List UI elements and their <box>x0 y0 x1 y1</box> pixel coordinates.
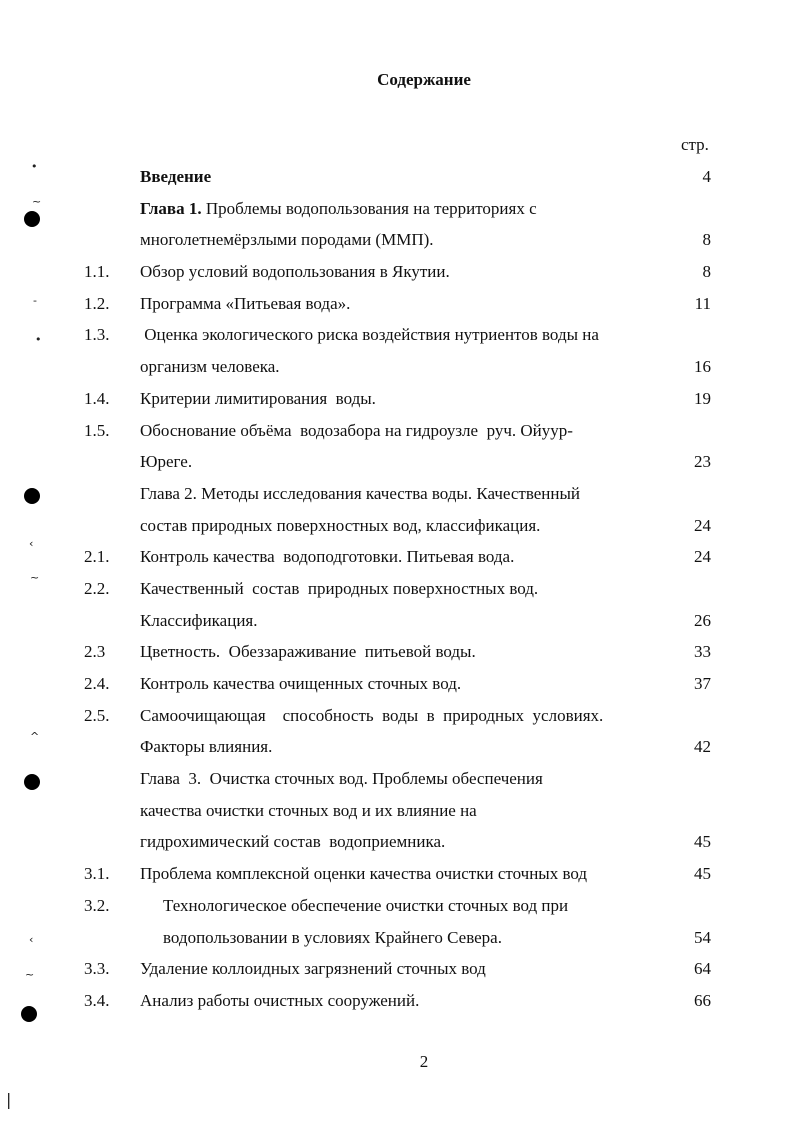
toc-row <box>0 541 796 573</box>
toc-section-number: 1.5. <box>84 420 110 440</box>
toc-entry-text: состав природных поверхностных вод, классификация. <box>140 515 541 535</box>
toc-row <box>0 193 796 225</box>
toc-page-number: 24 <box>694 515 711 535</box>
toc-row <box>0 446 796 478</box>
page-title: Содержание <box>377 70 471 89</box>
toc-row <box>0 700 796 732</box>
toc-entry-text: Обоснование объёма водозабора на гидроузле руч. Ойуур- <box>140 420 573 440</box>
toc-row <box>0 415 796 447</box>
toc-section-number: 2.3 <box>84 642 106 662</box>
toc-entry-text: Обзор условий водопользования в Якутии. <box>140 262 450 282</box>
toc-page-number: 16 <box>694 357 711 377</box>
punch-hole <box>24 488 40 504</box>
toc-row <box>0 288 796 320</box>
toc-section-number: 2.5. <box>84 705 110 725</box>
table-of-contents <box>0 161 796 1017</box>
toc-row <box>0 826 796 858</box>
toc-entry-text: Глава 3. Очистка сточных вод. Проблемы обеспечения <box>140 769 543 789</box>
toc-entry-text: многолетнемёрзлыми породами (ММП). <box>140 230 434 250</box>
toc-row <box>0 351 796 383</box>
toc-entry-text: Оценка экологического риска воздействия нутриентов воды на <box>140 325 599 345</box>
toc-page-number: 19 <box>694 388 711 408</box>
toc-entry-text: Удаление коллоидных загрязнений сточных вод <box>140 959 486 979</box>
toc-entry-text: Технологическое обеспечение очистки сточных вод при <box>163 895 569 915</box>
toc-section-number: 2.2. <box>84 578 110 598</box>
toc-row <box>0 605 796 637</box>
toc-row <box>0 858 796 890</box>
punch-hole <box>24 774 40 790</box>
toc-page-number: 45 <box>694 832 711 852</box>
toc-entry-text: Проблема комплексной оценки качества очистки сточных вод <box>140 864 588 884</box>
toc-page-number: 54 <box>694 927 711 947</box>
scan-speck: ~ <box>25 968 35 981</box>
toc-section-number: 1.1. <box>84 262 110 282</box>
toc-entry-text: Классификация. <box>140 610 258 630</box>
toc-entry-text: водопользовании в условиях Крайнего Севера. <box>163 927 502 947</box>
toc-entry-text: Самоочищающая способность воды в природных условиях. <box>140 705 604 725</box>
scan-speck: • <box>35 333 42 346</box>
page-number: 2 <box>419 1052 429 1071</box>
scan-speck: ^ <box>30 730 40 743</box>
toc-page-number: 4 <box>702 167 711 186</box>
toc-row <box>0 953 796 985</box>
toc-row <box>0 763 796 795</box>
toc-section-number: 3.4. <box>84 990 110 1010</box>
toc-entry-text: Контроль качества очищенных сточных вод. <box>140 674 462 693</box>
toc-entry-text: Глава 2. Методы исследования качества воды. Качественный <box>140 483 581 503</box>
toc-section-number: 1.4. <box>84 388 110 408</box>
toc-page-number: 37 <box>694 674 711 693</box>
toc-entry-text: Юреге. <box>140 452 193 472</box>
toc-entry-text: организм человека. <box>140 357 280 377</box>
scan-speck: ~ <box>30 571 40 584</box>
scan-speck: - <box>33 294 37 307</box>
scan-speck: ‹ <box>29 933 34 946</box>
toc-entry-text: Факторы влияния. <box>140 737 273 757</box>
toc-page-number: 23 <box>694 452 711 472</box>
toc-section-number: 2.1. <box>84 547 110 567</box>
toc-page-number: 64 <box>694 959 711 979</box>
toc-page-number: 11 <box>694 293 711 313</box>
punch-hole <box>24 211 40 227</box>
toc-page-number: 8 <box>702 230 711 250</box>
toc-row <box>0 573 796 605</box>
scan-speck: ~ <box>32 195 42 208</box>
toc-row <box>0 256 796 288</box>
toc-page-number: 8 <box>702 262 711 282</box>
page-column-label: стр. <box>681 135 709 154</box>
toc-row <box>0 319 796 351</box>
toc-entry-text: Контроль качества водоподготовки. Питьевая вода. <box>140 547 515 567</box>
toc-row <box>0 383 796 415</box>
toc-entry-text: Качественный состав природных поверхностных вод. <box>140 578 539 598</box>
scan-speck: ‹ <box>29 537 34 550</box>
toc-row <box>0 922 796 954</box>
toc-section-number: 3.1. <box>84 864 110 884</box>
toc-row <box>0 668 796 700</box>
toc-page-number: 66 <box>694 990 711 1010</box>
toc-entry-text: Цветность. Обеззараживание питьевой воды. <box>140 642 476 662</box>
toc-entry-text: Глава 1. Проблемы водопользования на территориях с <box>140 198 537 218</box>
toc-page-number: 26 <box>694 610 711 630</box>
toc-entry-text: Критерии лимитирования воды. <box>140 388 376 408</box>
scan-speck: | <box>6 1090 12 1109</box>
toc-row <box>0 890 796 922</box>
scan-speck: • <box>31 160 38 173</box>
toc-row <box>0 161 796 193</box>
toc-entry-text: качества очистки сточных вод и их влияние на <box>140 800 477 820</box>
toc-entry-text: гидрохимический состав водоприемника. <box>140 832 446 852</box>
toc-row <box>0 985 796 1017</box>
toc-entry-text: Программа «Питьевая вода». <box>140 293 351 313</box>
toc-section-number: 1.2. <box>84 293 110 313</box>
toc-section-number: 3.3. <box>84 959 110 979</box>
toc-row <box>0 731 796 763</box>
toc-page-number: 42 <box>694 737 711 757</box>
toc-row <box>0 795 796 827</box>
toc-row <box>0 478 796 510</box>
toc-row <box>0 224 796 256</box>
toc-section-number: 3.2. <box>84 895 110 915</box>
toc-section-number: 1.3. <box>84 325 110 345</box>
toc-page-number: 24 <box>694 547 711 567</box>
toc-row <box>0 636 796 668</box>
toc-page-number: 45 <box>694 864 711 884</box>
toc-row <box>0 510 796 542</box>
punch-hole <box>21 1006 37 1022</box>
toc-page-number: 33 <box>694 642 711 662</box>
toc-entry-text: Введение <box>140 167 212 186</box>
toc-section-number: 2.4. <box>84 674 110 693</box>
toc-entry-text: Анализ работы очистных сооружений. <box>140 990 420 1010</box>
